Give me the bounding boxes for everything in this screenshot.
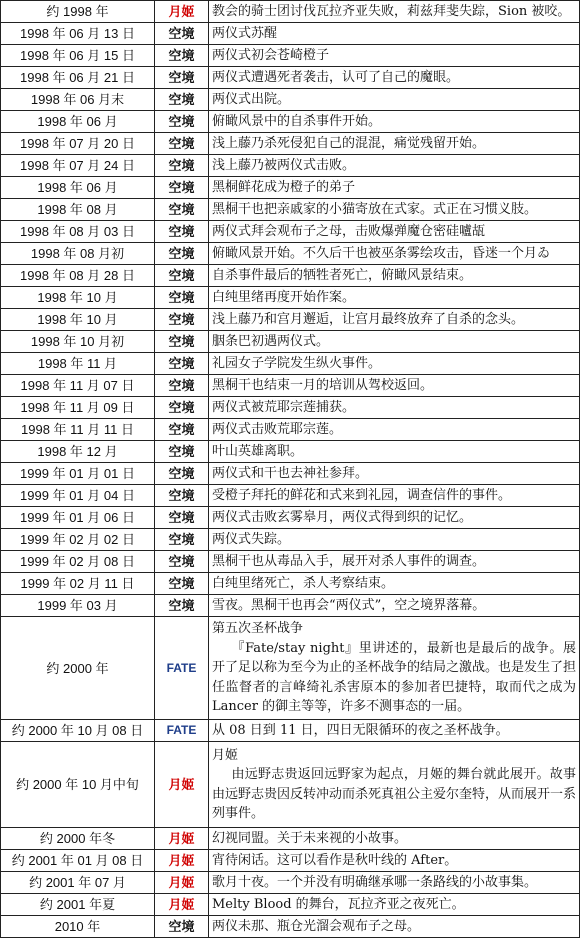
description-cell: 两仪式和干也去神社参拜。 xyxy=(209,463,580,485)
source-cell: 空境 xyxy=(155,221,209,243)
description-cell: 黑桐鲜花成为橙子的弟子 xyxy=(209,177,580,199)
date-cell: 1998 年 06 月 xyxy=(1,111,155,133)
description-cell: 雪夜。黑桐干也再会“两仪式”，空之境界落幕。 xyxy=(209,595,580,617)
table-row xyxy=(1,916,580,938)
date-cell: 1998 年 06 月 21 日 xyxy=(1,67,155,89)
date-cell: 1999 年 02 月 02 日 xyxy=(1,529,155,551)
table-row xyxy=(1,529,580,551)
date-cell: 1998 年 10 月 xyxy=(1,287,155,309)
table-row xyxy=(1,89,580,111)
table-row xyxy=(1,720,580,742)
date-cell: 1998 年 08 月 03 日 xyxy=(1,221,155,243)
table-row xyxy=(1,23,580,45)
date-cell: 约 2000 年 xyxy=(1,617,155,720)
description-cell: 教会的骑士团讨伐瓦拉齐亚失败，莉兹拜斐失踪，Sion 被咬。 xyxy=(209,1,580,23)
table-row xyxy=(1,67,580,89)
description-cell xyxy=(209,617,580,720)
source-cell: 空境 xyxy=(155,463,209,485)
description-heading: 第五次圣杯战争 xyxy=(212,621,304,637)
source-cell: 月姬 xyxy=(155,850,209,872)
source-cell: 空境 xyxy=(155,419,209,441)
description-cell xyxy=(209,742,580,828)
description-cell: 黑桐干也结束一月的培训从驾校返回。 xyxy=(209,375,580,397)
source-cell: 空境 xyxy=(155,199,209,221)
date-cell: 1999 年 01 月 01 日 xyxy=(1,463,155,485)
date-cell: 1998 年 11 月 07 日 xyxy=(1,375,155,397)
source-cell: FATE xyxy=(155,720,209,742)
description-cell: 两仪式击败玄雾皋月，两仪式得到织的记忆。 xyxy=(209,507,580,529)
source-cell: 空境 xyxy=(155,243,209,265)
table-row xyxy=(1,265,580,287)
source-cell: 空境 xyxy=(155,287,209,309)
date-cell: 1999 年 03 月 xyxy=(1,595,155,617)
table-row xyxy=(1,221,580,243)
description-cell: 叶山英雄离职。 xyxy=(209,441,580,463)
date-cell: 1999 年 01 月 04 日 xyxy=(1,485,155,507)
date-cell: 1998 年 12 月 xyxy=(1,441,155,463)
source-cell: 空境 xyxy=(155,89,209,111)
source-cell: 空境 xyxy=(155,67,209,89)
description-cell: 黑桐干也从毒品入手，展开对杀人事件的调查。 xyxy=(209,551,580,573)
description-text: 由远野志贵返回远野家为起点，月姬的舞台就此展开。故事由远野志贵因反转冲动而杀死真祖公主爱尔奎特，从而展开一系列事件。 xyxy=(212,767,577,821)
source-cell: 月姬 xyxy=(155,742,209,828)
timeline-body xyxy=(1,1,580,938)
date-cell: 1998 年 06 月 13 日 xyxy=(1,23,155,45)
table-row xyxy=(1,742,580,828)
date-cell: 1999 年 02 月 11 日 xyxy=(1,573,155,595)
description-cell: 两仪式拜会观布子之母，击败爆弹魔仓密硅嚧瓳 xyxy=(209,221,580,243)
description-cell: 浅上藤乃和宫月邂逅，让宫月最终放弃了自杀的念头。 xyxy=(209,309,580,331)
source-cell: 空境 xyxy=(155,551,209,573)
date-cell: 约 2000 年冬 xyxy=(1,828,155,850)
table-row xyxy=(1,45,580,67)
description-cell: 两仪式被荒耶宗莲捕获。 xyxy=(209,397,580,419)
table-row xyxy=(1,133,580,155)
date-cell: 1999 年 01 月 06 日 xyxy=(1,507,155,529)
source-cell: 空境 xyxy=(155,133,209,155)
source-cell: 空境 xyxy=(155,441,209,463)
source-cell: 空境 xyxy=(155,265,209,287)
description-cell: Melty Blood 的舞台，瓦拉齐亚之夜死亡。 xyxy=(209,894,580,916)
table-row xyxy=(1,894,580,916)
description-cell: 受橙子拜托的鲜花和式来到礼园，调查信件的事件。 xyxy=(209,485,580,507)
date-cell: 1998 年 07 月 24 日 xyxy=(1,155,155,177)
source-cell: 空境 xyxy=(155,331,209,353)
table-row xyxy=(1,872,580,894)
date-cell: 1998 年 06 月 xyxy=(1,177,155,199)
date-cell: 约 2000 年 10 月中旬 xyxy=(1,742,155,828)
date-cell: 约 2001 年夏 xyxy=(1,894,155,916)
source-cell: 空境 xyxy=(155,507,209,529)
table-row xyxy=(1,850,580,872)
table-row xyxy=(1,353,580,375)
date-cell: 1998 年 10 月初 xyxy=(1,331,155,353)
description-cell: 黑桐干也把亲戚家的小猫寄放在式家。式正在习惯义肢。 xyxy=(209,199,580,221)
table-row xyxy=(1,331,580,353)
date-cell: 1998 年 07 月 20 日 xyxy=(1,133,155,155)
description-cell: 歌月十夜。一个并没有明确继承哪一条路线的小故事集。 xyxy=(209,872,580,894)
description-cell: 两仪式出院。 xyxy=(209,89,580,111)
source-cell: 空境 xyxy=(155,23,209,45)
description-cell: 白纯里绪死亡，杀人考察结束。 xyxy=(209,573,580,595)
source-cell: 空境 xyxy=(155,375,209,397)
table-row xyxy=(1,111,580,133)
table-row xyxy=(1,177,580,199)
description-cell: 俯瞰风景开始。不久后干也被巫条雾绘攻击，昏迷一个月ゐ xyxy=(209,243,580,265)
source-cell: 空境 xyxy=(155,485,209,507)
description-cell: 从 08 日到 11 日，四日无限循环的夜之圣杯战争。 xyxy=(209,720,580,742)
source-cell: 空境 xyxy=(155,177,209,199)
source-cell: 空境 xyxy=(155,353,209,375)
date-cell: 1998 年 08 月初 xyxy=(1,243,155,265)
description-cell: 两仪式击败荒耶宗莲。 xyxy=(209,419,580,441)
date-cell: 1998 年 11 月 09 日 xyxy=(1,397,155,419)
source-cell: 空境 xyxy=(155,309,209,331)
description-cell: 两仪式遭遇死者袭击，认可了自己的魔眼。 xyxy=(209,67,580,89)
source-cell: 月姬 xyxy=(155,872,209,894)
source-cell: 空境 xyxy=(155,155,209,177)
description-heading: 月姬 xyxy=(212,747,239,763)
table-row xyxy=(1,441,580,463)
description-cell: 两仪未那、瓶仓光溜会观布子之母。 xyxy=(209,916,580,938)
source-cell: 空境 xyxy=(155,45,209,67)
date-cell: 约 1998 年 xyxy=(1,1,155,23)
table-row xyxy=(1,287,580,309)
description-cell: 俯瞰风景中的自杀事件开始。 xyxy=(209,111,580,133)
table-row xyxy=(1,397,580,419)
date-cell: 2010 年 xyxy=(1,916,155,938)
date-cell: 约 2001 年 07 月 xyxy=(1,872,155,894)
table-row xyxy=(1,375,580,397)
description-cell: 两仪式初会苍崎橙子 xyxy=(209,45,580,67)
description-cell: 两仪式失踪。 xyxy=(209,529,580,551)
source-cell: 空境 xyxy=(155,529,209,551)
date-cell: 1998 年 06 月末 xyxy=(1,89,155,111)
description-cell: 白纯里绪再度开始作案。 xyxy=(209,287,580,309)
source-cell: 空境 xyxy=(155,397,209,419)
date-cell: 1998 年 08 月 28 日 xyxy=(1,265,155,287)
date-cell: 1999 年 02 月 08 日 xyxy=(1,551,155,573)
source-cell: 空境 xyxy=(155,595,209,617)
source-cell: 月姬 xyxy=(155,1,209,23)
date-cell: 1998 年 11 月 xyxy=(1,353,155,375)
description-cell: 宵待闲话。这可以看作是秋叶线的 After。 xyxy=(209,850,580,872)
source-cell: 空境 xyxy=(155,111,209,133)
table-row xyxy=(1,155,580,177)
description-cell: 胭条巴初遇两仪式。 xyxy=(209,331,580,353)
description-cell: 浅上藤乃杀死侵犯自己的混混，痛觉残留开始。 xyxy=(209,133,580,155)
table-row xyxy=(1,551,580,573)
date-cell: 约 2001 年 01 月 08 日 xyxy=(1,850,155,872)
source-cell: 空境 xyxy=(155,916,209,938)
date-cell: 1998 年 08 月 xyxy=(1,199,155,221)
table-row xyxy=(1,507,580,529)
description-cell: 自杀事件最后的牺牲者死亡，俯瞰风景结束。 xyxy=(209,265,580,287)
description-text: 『Fate/stay night』里讲述的，最新也是最后的战争。展开了足以称为至今为止的圣杯战争的结局之激战。也是发生了担任监督者的言峰绮礼杀害原本的参加者巴捷特，取而代之成为 Lancer 的御主等等，许多不测事态的一届。 xyxy=(212,640,577,715)
description-cell: 礼园女子学院发生纵火事件。 xyxy=(209,353,580,375)
description-cell: 幻视同盟。关于未来视的小故事。 xyxy=(209,828,580,850)
date-cell: 1998 年 06 月 15 日 xyxy=(1,45,155,67)
table-row xyxy=(1,828,580,850)
source-cell: 空境 xyxy=(155,573,209,595)
date-cell: 1998 年 11 月 11 日 xyxy=(1,419,155,441)
table-row xyxy=(1,617,580,720)
description-cell: 两仪式苏醒 xyxy=(209,23,580,45)
source-cell: FATE xyxy=(155,617,209,720)
table-row xyxy=(1,309,580,331)
description-cell: 浅上藤乃被两仪式击败。 xyxy=(209,155,580,177)
table-row xyxy=(1,243,580,265)
date-cell: 约 2000 年 10 月 08 日 xyxy=(1,720,155,742)
source-cell: 月姬 xyxy=(155,894,209,916)
table-row xyxy=(1,419,580,441)
date-cell: 1998 年 10 月 xyxy=(1,309,155,331)
table-row xyxy=(1,573,580,595)
source-cell: 月姬 xyxy=(155,828,209,850)
table-row xyxy=(1,463,580,485)
table-row xyxy=(1,485,580,507)
table-row xyxy=(1,199,580,221)
table-row xyxy=(1,1,580,23)
table-row xyxy=(1,595,580,617)
